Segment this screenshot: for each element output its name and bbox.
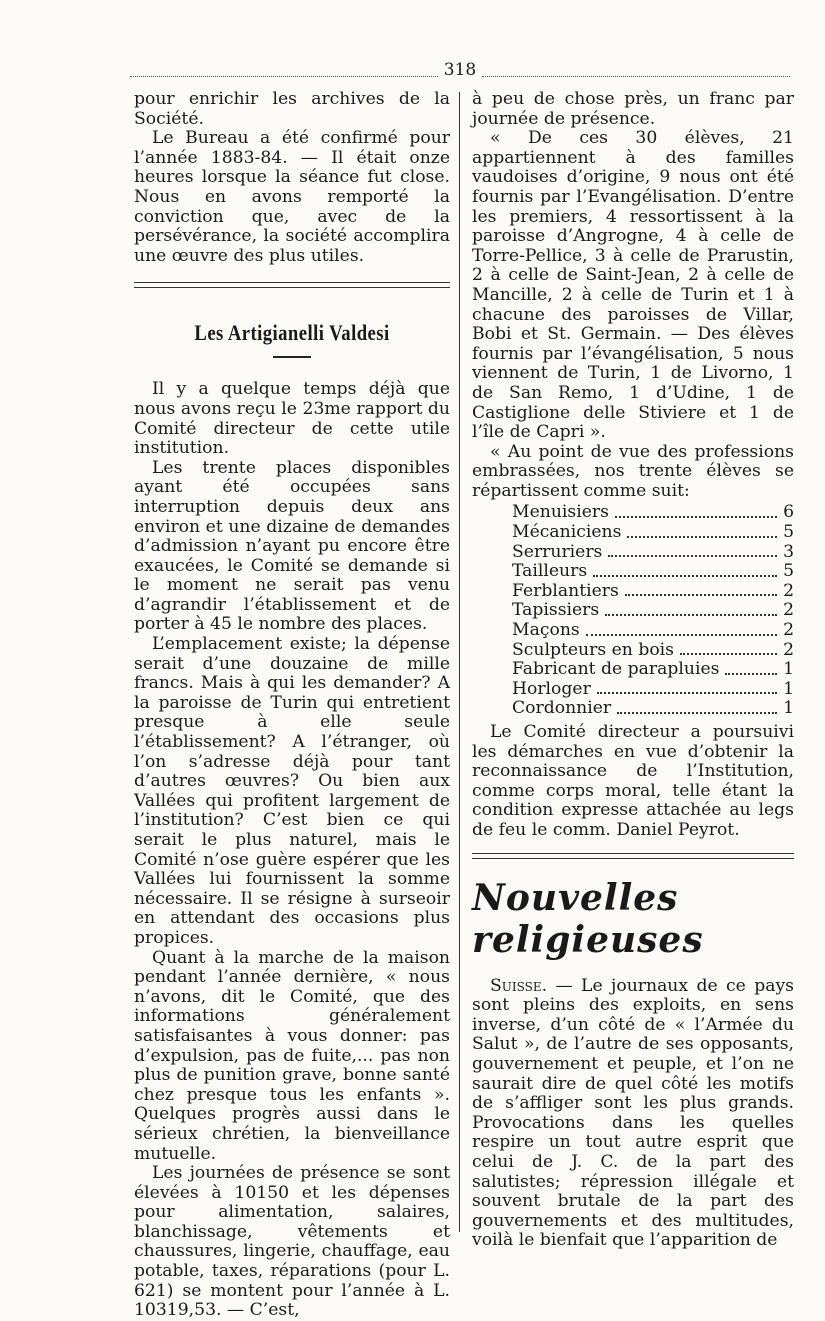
profession-row [512, 621, 794, 641]
leader-dots [725, 660, 777, 675]
profession-count: 2 [783, 620, 794, 641]
column-divider [459, 92, 460, 1232]
section-title: Nouvelles religieuses [472, 876, 704, 961]
paragraph-lead: Suisse. [490, 975, 548, 996]
profession-row [512, 523, 794, 543]
profession-row [512, 562, 794, 582]
profession-row [512, 641, 794, 661]
profession-count: 3 [783, 541, 794, 562]
paragraph: Le Bureau a été confirmé pour l’année 1883-84. — Il était onze heures lorsque la séance fut close. Nous en avons remporté la conviction que, avec de la persévérance, la société accomplira une œuvre des plus utiles. [134, 128, 450, 266]
profession-row [512, 699, 794, 719]
profession-row [512, 543, 794, 563]
profession-count: 2 [783, 600, 794, 621]
leader-dots [680, 641, 777, 656]
profession-row [512, 680, 794, 700]
paragraph: « Au point de vue des professions embrassées, nos trente élèves se répartissent comme suit: [472, 441, 794, 501]
paragraph: Les trente places disponibles ayant été occupées sans interruption depuis deux ans environ et une dizaine de demandes d’admission n’ayant pu encore être exaucées, le Comité se demande si le moment ne serait pas venu d’agrandir l’établissement et de porter à 45 le nombre des places. [134, 457, 450, 635]
paragraph: L’emplacement existe; la dépense serait d’une douzaine de mille francs. Mais à qui les demander? A la paroisse de Turin qui entretient presque à elle seule l’établissement? A l’étranger, où l’on s’adresse déjà pour tant d’autres œuvres? Ou bien aux Vallées qui profitent largement de l’institution? C’est bien ce qui serait le plus naturel, mais le Comité n’ose guère espérer que les Vallées lui fournissent la somme nécessaire. Il se résigne à surseoir en attendant des occasions plus propices. [134, 634, 450, 948]
leader-dots [605, 601, 777, 616]
profession-row [512, 660, 794, 680]
profession-count: 2 [783, 639, 794, 660]
profession-count: 1 [783, 698, 794, 719]
profession-name: Serruriers [512, 541, 603, 562]
profession-name: Tailleurs [512, 561, 588, 582]
leader-dots [627, 523, 777, 538]
header-ornament-left [130, 70, 438, 77]
profession-count: 5 [783, 561, 794, 582]
profession-name: Fabricant de parapluies [512, 659, 720, 680]
profession-name: Ferblantiers [512, 580, 619, 601]
paragraph [472, 977, 794, 1251]
leader-dots [617, 699, 777, 714]
paragraph: Il y a quelque temps déjà que nous avons reçu le 23me rapport du Comité directeur de cette utile institution. [134, 379, 450, 459]
profession-name: Menuisiers [512, 502, 609, 523]
profession-name: Cordonnier [512, 698, 612, 719]
paragraph: Les journées de présence se sont élevées à 10150 et les dépenses pour alimentation, salaires, blanchissage, vêtements et chaussures, lingerie, chauffage, eau potable, taxes, réparations (pour L. 621) se montent pour l’année à L. 10319,53. — C’est, [134, 1163, 450, 1321]
paragraph: Quant à la marche de la maison pendant l’année dernière, « nous n’avons, dit le Comité, que des informations généralement satisfaisantes à vous donner: pas d’expulsion, pas de fuite,... pas non plus de punition grave, bonne santé chez presque tous les enfants ». Quelques progrès aussi dans le sérieux chrétien, la bienveillance mutuelle. [134, 947, 450, 1164]
leader-dots [608, 543, 777, 558]
profession-name: Mécaniciens [512, 522, 622, 543]
right-column [472, 90, 794, 1251]
profession-count: 6 [783, 502, 794, 523]
paragraph: pour enrichir les archives de la Société. [134, 89, 450, 129]
profession-name: Tapissiers [512, 600, 600, 621]
profession-count: 1 [783, 659, 794, 680]
section-rule [134, 282, 450, 288]
profession-name: Sculpteurs en bois [512, 639, 674, 660]
leader-dots [586, 621, 777, 636]
page-number: 318 [443, 60, 477, 80]
profession-count: 1 [783, 678, 794, 699]
leader-dots [615, 503, 777, 518]
paragraph-text: — Le journaux de ce pays sont pleins des exploits, en sens inverse, d’un côté de « l’Armée du Salut », de l’autre de ses opposants, gouvernement et peuple, et l’on ne saurait dire de quel côté les motifs de s’affliger sont les plus grands. Provocations dans les quelles respire un tout autre esprit que celui de J. C. de la part des salutistes; répression illégale et souvent brutale de la part des gouvernements et des multitudes, voilà le bienfait que l’apparition de [472, 975, 794, 1251]
profession-name: Maçons [512, 620, 580, 641]
leader-dots [597, 680, 777, 695]
profession-row [512, 601, 794, 621]
professions-list [472, 503, 794, 719]
page-header [130, 58, 790, 82]
paragraph: Le Comité directeur a poursuivi les démarches en vue d’obtenir la reconnaissance de l’Institution, comme corps moral, telle étant la condition expresse attachée au legs de feu le comm. Daniel Peyrot. [472, 722, 794, 840]
leader-dots [625, 582, 777, 597]
profession-count: 5 [783, 522, 794, 543]
leader-dots [593, 562, 777, 577]
section-title: Les Artigianelli Valdesi [194, 320, 390, 346]
paragraph: à peu de chose près, un franc par journée de présence. [472, 89, 794, 129]
paragraph: « De ces 30 élèves, 21 appartiennent à des familles vaudoises d’origine, 9 nous ont été fournis par l’Evangélisation. D’entre les premiers, 4 ressortissent à la paroisse d’Angrogne, 4 à celle de Torre-Pellice, 3 à celle de Prarustin, 2 à celle de Saint-Jean, 2 à celle de Mancille, 2 à celle de Turin et 1 à chacune des paroisses de Villar, Bobi et St. Germain. — Des élèves fournis par l’évangélisation, 5 nous viennent de Turin, 1 de Livorno, 1 de San Remo, 1 d’Udine, 1 de Castiglione delle Stiviere et 1 de l’île de Capri ». [472, 128, 794, 443]
title-underline [273, 356, 311, 358]
profession-row [512, 503, 794, 523]
header-ornament-right [482, 70, 790, 77]
profession-count: 2 [783, 580, 794, 601]
profession-name: Horloger [512, 678, 591, 699]
left-column [134, 90, 450, 1321]
profession-row [512, 582, 794, 602]
section-rule [472, 853, 794, 859]
